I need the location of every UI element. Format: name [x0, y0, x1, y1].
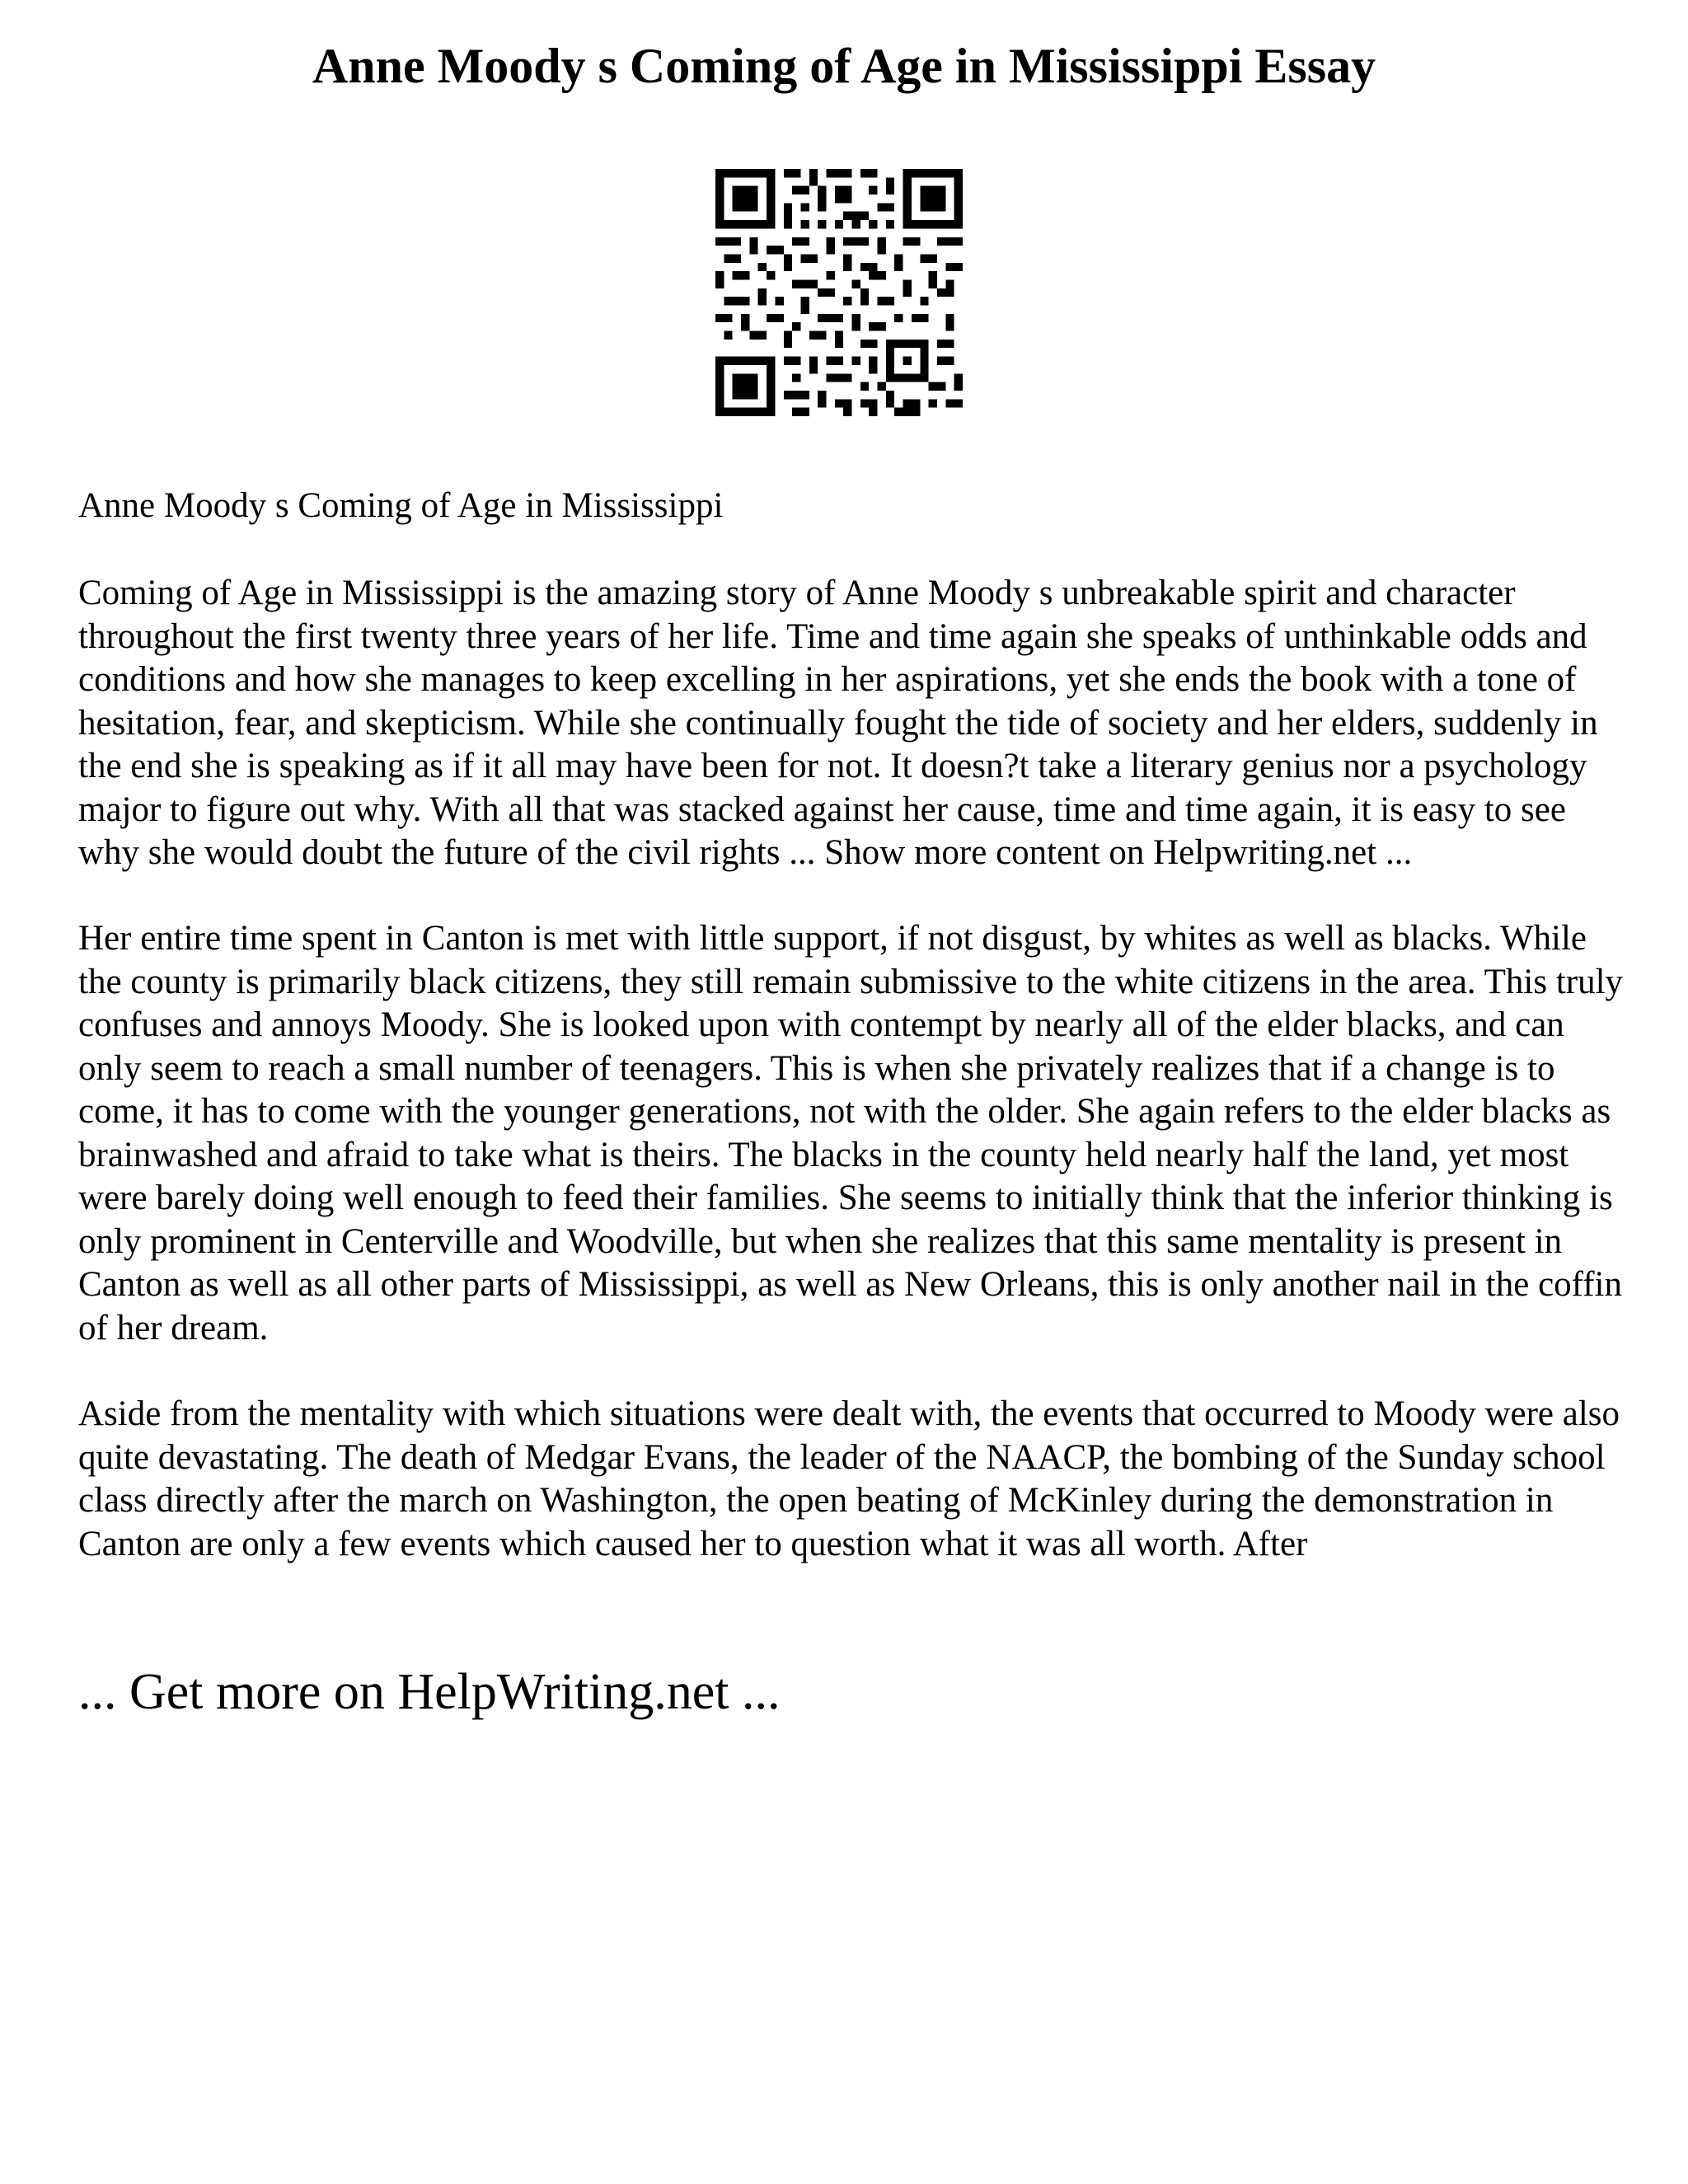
page-title: Anne Moody s Coming of Age in Mississippi Essay — [312, 39, 1376, 93]
essay-paragraph-1: Coming of Age in Mississippi is the amazing story of Anne Moody s unbreakable spirit and character throughout the first twenty three years of her life. Time and time again she speaks of unthinkable odds and conditions and how she manages to keep excelling in her aspirations, yet she ends the book with a tone of hesitation, fear, and skepticism. While she continually fought the tide of society and her elders, suddenly in the end she is speaking as if it all may have been for not. It doesn?t take a literary genius nor a psychology major to figure out why. With all that was stacked against her cause, time and time again, it is easy to see why she would doubt the future of the civil rights ... Show more content on Helpwriting.net ... — [78, 574, 1598, 872]
essay-paragraph-3: Aside from the mentality with which situations were dealt with, the events that occurred to Moody were also quite devastating. The death of Medgar Evans, the leader of the NAACP, the bombing of the Sunday school class directly after the march on Washington, the open beating of McKinley during the demonstration in Canton are only a few events which caused her to question what it was all worth. After — [78, 1394, 1620, 1563]
get-more-link[interactable]: ... Get more on HelpWriting.net ... — [78, 1664, 781, 1720]
essay-paragraph-2: Her entire time spent in Canton is met with little support, if not disgust, by whites as well as blacks. While the county is primarily black citizens, they still remain submissive to the white citizens in the area. This truly confuses and annoys Moody. She is looked upon with contempt by nearly all of the elder blacks, and can only seem to reach a small number of teenagers. This is when she privately realizes that if a change is to come, it has to come with the younger generations, not with the older. She again refers to the elder blacks as brainwashed and afraid to take what is theirs. The blacks in the county held nearly half the land, yet most were barely doing well enough to feed their families. She seems to initially think that the inferior thinking is only prominent in Centerville and Woodville, but when she realizes that this same mentality is present in Canton as well as all other parts of Mississippi, as well as New Orleans, this is only another nail in the coffin of her dream. — [78, 919, 1624, 1347]
essay-subtitle: Anne Moody s Coming of Age in Mississippi — [78, 486, 724, 525]
qr-code-icon[interactable] — [715, 169, 963, 416]
